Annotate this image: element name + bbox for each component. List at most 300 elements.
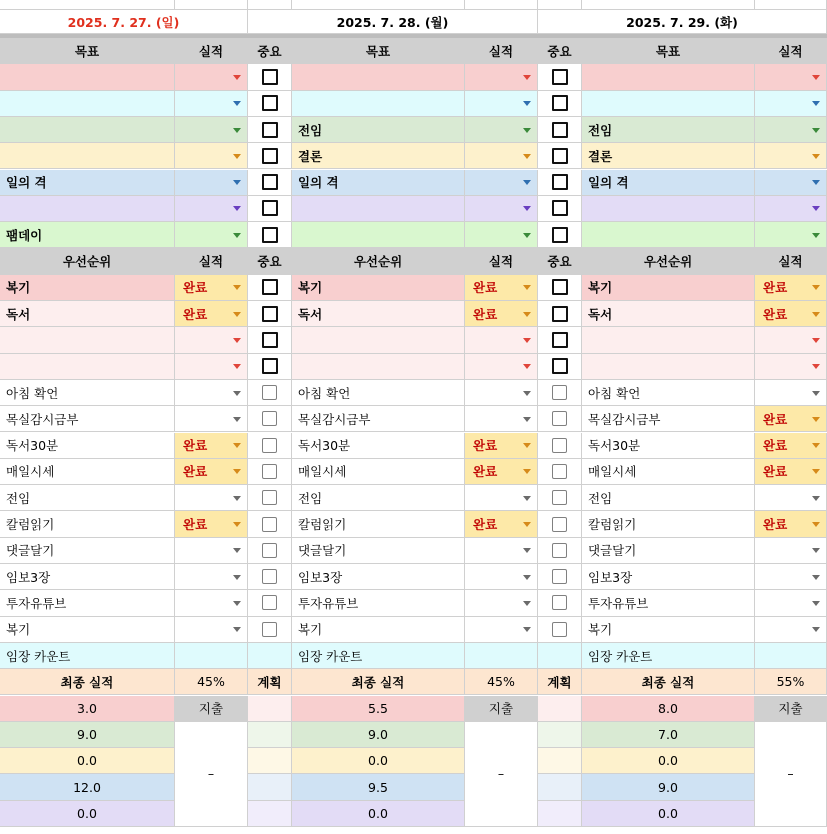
score-value: 9.0 bbox=[77, 726, 97, 742]
chevron-down-icon[interactable] bbox=[233, 180, 241, 185]
final-label: 최종 실적 bbox=[641, 674, 695, 690]
goal-result-dropdown[interactable] bbox=[755, 170, 827, 196]
important-checkbox[interactable] bbox=[262, 517, 277, 532]
goal-label-cell bbox=[582, 222, 755, 248]
score-plan-cell bbox=[248, 696, 292, 722]
chevron-down-icon[interactable] bbox=[523, 364, 531, 369]
routine-result-dropdown[interactable] bbox=[465, 406, 538, 432]
important-checkbox[interactable] bbox=[262, 174, 278, 190]
header-important-label: 중요 bbox=[547, 43, 572, 59]
goal-label-cell bbox=[0, 91, 175, 117]
routine-label: 아침 확언 bbox=[298, 385, 351, 401]
important-checkbox[interactable] bbox=[262, 490, 277, 505]
goal-result-dropdown[interactable] bbox=[465, 222, 538, 248]
chevron-down-icon[interactable] bbox=[233, 364, 241, 369]
routine-result-dropdown[interactable] bbox=[175, 380, 248, 406]
routine-label: 독서30분 bbox=[588, 438, 641, 454]
routine-result-dropdown[interactable] bbox=[175, 538, 248, 564]
routine-label-cell bbox=[582, 485, 755, 511]
goal-result-dropdown[interactable] bbox=[755, 143, 827, 169]
goal-result-dropdown[interactable] bbox=[465, 196, 538, 222]
routine-label-cell bbox=[582, 564, 755, 590]
important-cell bbox=[248, 485, 292, 511]
chevron-down-icon[interactable] bbox=[233, 627, 241, 632]
important-cell bbox=[538, 354, 582, 380]
date-header bbox=[0, 10, 248, 34]
goal-result-dropdown[interactable] bbox=[175, 222, 248, 248]
date-header bbox=[248, 10, 538, 34]
priority-result-dropdown[interactable] bbox=[175, 301, 248, 327]
routine-result-dropdown[interactable] bbox=[755, 590, 827, 616]
important-cell bbox=[538, 433, 582, 459]
priority-row bbox=[0, 354, 827, 380]
score-value: 7.0 bbox=[658, 726, 678, 742]
goal-result-dropdown[interactable] bbox=[465, 170, 538, 196]
routine-label-cell bbox=[0, 433, 175, 459]
important-checkbox[interactable] bbox=[552, 490, 567, 505]
top-strip-cell bbox=[292, 0, 465, 10]
chevron-down-icon[interactable] bbox=[812, 601, 820, 606]
routine-result-dropdown[interactable] bbox=[465, 511, 538, 537]
chevron-down-icon[interactable] bbox=[233, 338, 241, 343]
header-result bbox=[175, 38, 248, 64]
final-pct: 55% bbox=[776, 674, 805, 690]
important-checkbox[interactable] bbox=[262, 332, 278, 348]
important-checkbox[interactable] bbox=[552, 332, 568, 348]
chevron-down-icon[interactable] bbox=[812, 496, 820, 501]
chevron-down-icon[interactable] bbox=[523, 101, 531, 106]
routine-result-dropdown[interactable] bbox=[175, 459, 248, 485]
important-checkbox[interactable] bbox=[262, 95, 278, 111]
count-label: 임장 카운트 bbox=[6, 648, 71, 664]
chevron-down-icon[interactable] bbox=[812, 128, 820, 133]
goal-result-dropdown[interactable] bbox=[175, 143, 248, 169]
chevron-down-icon[interactable] bbox=[812, 364, 820, 369]
routine-result-dropdown[interactable] bbox=[175, 433, 248, 459]
chevron-down-icon[interactable] bbox=[523, 391, 531, 396]
goal-result-dropdown[interactable] bbox=[465, 91, 538, 117]
goal-result-dropdown[interactable] bbox=[755, 117, 827, 143]
routine-result-dropdown[interactable] bbox=[465, 590, 538, 616]
final-label-cell bbox=[582, 669, 755, 695]
chevron-down-icon[interactable] bbox=[523, 522, 531, 527]
goal-result-dropdown[interactable] bbox=[465, 143, 538, 169]
important-cell bbox=[248, 327, 292, 353]
goal-label: 전임 bbox=[588, 122, 613, 138]
score-plan-cell bbox=[538, 774, 582, 800]
chevron-down-icon[interactable] bbox=[812, 285, 820, 290]
routine-result-dropdown[interactable] bbox=[465, 433, 538, 459]
priority-label-cell bbox=[582, 354, 755, 380]
goal-label-cell bbox=[292, 91, 465, 117]
routine-result-dropdown[interactable] bbox=[175, 564, 248, 590]
priority-result-dropdown[interactable] bbox=[175, 275, 248, 301]
chevron-down-icon[interactable] bbox=[523, 601, 531, 606]
chevron-down-icon[interactable] bbox=[812, 206, 820, 211]
chevron-down-icon[interactable] bbox=[523, 469, 531, 474]
chevron-down-icon[interactable] bbox=[233, 312, 241, 317]
expense-value: – bbox=[787, 766, 794, 782]
priority-row bbox=[0, 327, 827, 353]
routine-result-dropdown[interactable] bbox=[175, 617, 248, 643]
routine-label: 아침 확언 bbox=[6, 385, 59, 401]
priority-result-dropdown[interactable] bbox=[465, 275, 538, 301]
priority-label-cell bbox=[582, 301, 755, 327]
priority-result-dropdown[interactable] bbox=[755, 301, 827, 327]
important-checkbox[interactable] bbox=[552, 200, 568, 216]
chevron-down-icon[interactable] bbox=[523, 233, 531, 238]
important-checkbox[interactable] bbox=[552, 595, 567, 610]
routine-label-cell bbox=[292, 433, 465, 459]
routine-label: 목실감시금부 bbox=[298, 411, 371, 427]
chevron-down-icon[interactable] bbox=[812, 180, 820, 185]
chevron-down-icon[interactable] bbox=[812, 75, 820, 80]
chevron-down-icon[interactable] bbox=[233, 101, 241, 106]
count-row bbox=[0, 643, 827, 669]
chevron-down-icon[interactable] bbox=[523, 443, 531, 448]
important-checkbox[interactable] bbox=[262, 69, 278, 85]
chevron-down-icon[interactable] bbox=[523, 575, 531, 580]
routine-label-cell bbox=[0, 406, 175, 432]
score-cell bbox=[0, 722, 175, 748]
priority-result-dropdown[interactable] bbox=[175, 327, 248, 353]
routine-label: 독서30분 bbox=[298, 438, 351, 454]
score-row bbox=[0, 774, 827, 800]
routine-result-dropdown[interactable] bbox=[175, 406, 248, 432]
score-row bbox=[0, 722, 827, 748]
chevron-down-icon[interactable] bbox=[233, 233, 241, 238]
goal-label-cell bbox=[582, 143, 755, 169]
important-cell bbox=[538, 538, 582, 564]
routine-result-dropdown[interactable] bbox=[175, 590, 248, 616]
important-checkbox[interactable] bbox=[262, 358, 278, 374]
expense-label-cell bbox=[175, 696, 248, 722]
priority-label-cell bbox=[582, 275, 755, 301]
important-checkbox[interactable] bbox=[552, 122, 568, 138]
chevron-down-icon[interactable] bbox=[233, 206, 241, 211]
final-pct: 45% bbox=[197, 674, 225, 690]
routine-result-dropdown[interactable] bbox=[755, 380, 827, 406]
priority-label-cell bbox=[0, 301, 175, 327]
important-checkbox[interactable] bbox=[262, 306, 278, 322]
routine-label-cell bbox=[292, 617, 465, 643]
chevron-down-icon[interactable] bbox=[523, 496, 531, 501]
important-checkbox[interactable] bbox=[552, 279, 568, 295]
goal-label: 결론 bbox=[588, 148, 613, 164]
important-checkbox[interactable] bbox=[552, 569, 567, 584]
chevron-down-icon[interactable] bbox=[523, 285, 531, 290]
header-priority bbox=[292, 248, 465, 274]
important-checkbox[interactable] bbox=[552, 358, 568, 374]
important-cell bbox=[538, 301, 582, 327]
important-checkbox[interactable] bbox=[262, 227, 278, 243]
goal-result-dropdown[interactable] bbox=[755, 196, 827, 222]
header-important bbox=[538, 248, 582, 274]
important-cell bbox=[248, 617, 292, 643]
expense-label-cell bbox=[465, 696, 538, 722]
plan-label-cell bbox=[538, 669, 582, 695]
status-text: 완료 bbox=[763, 280, 788, 296]
goal-result-dropdown[interactable] bbox=[755, 64, 827, 90]
routine-label: 댓글달기 bbox=[6, 543, 55, 559]
routine-result-dropdown[interactable] bbox=[465, 459, 538, 485]
important-checkbox[interactable] bbox=[552, 411, 567, 426]
chevron-down-icon[interactable] bbox=[523, 75, 531, 80]
chevron-down-icon[interactable] bbox=[523, 206, 531, 211]
header-goal-label: 목표 bbox=[74, 43, 100, 59]
important-cell bbox=[248, 117, 292, 143]
priority-result-dropdown[interactable] bbox=[755, 327, 827, 353]
routine-row bbox=[0, 485, 827, 511]
goal-result-dropdown[interactable] bbox=[175, 196, 248, 222]
goal-result-dropdown[interactable] bbox=[465, 117, 538, 143]
goal-result-dropdown[interactable] bbox=[755, 222, 827, 248]
routine-label-cell bbox=[582, 617, 755, 643]
important-checkbox[interactable] bbox=[552, 174, 568, 190]
priority-result-dropdown[interactable] bbox=[175, 354, 248, 380]
score-cell bbox=[292, 748, 465, 774]
routine-row bbox=[0, 433, 827, 459]
goal-label: 일의 격 bbox=[298, 175, 339, 191]
routine-label-cell bbox=[582, 590, 755, 616]
chevron-down-icon[interactable] bbox=[812, 312, 820, 317]
routine-row bbox=[0, 380, 827, 406]
important-checkbox[interactable] bbox=[262, 122, 278, 138]
routine-row bbox=[0, 459, 827, 485]
routine-result-dropdown[interactable] bbox=[465, 564, 538, 590]
important-checkbox[interactable] bbox=[552, 438, 567, 453]
important-checkbox[interactable] bbox=[262, 279, 278, 295]
important-cell bbox=[538, 590, 582, 616]
important-cell bbox=[248, 406, 292, 432]
routine-row bbox=[0, 511, 827, 537]
routine-label-cell bbox=[292, 511, 465, 537]
top-strip-row bbox=[0, 0, 827, 10]
header-result-label: 실적 bbox=[488, 254, 514, 270]
goal-result-dropdown[interactable] bbox=[755, 91, 827, 117]
count-value-cell bbox=[465, 643, 538, 669]
chevron-down-icon[interactable] bbox=[812, 391, 820, 396]
chevron-down-icon[interactable] bbox=[812, 575, 820, 580]
goal-label-cell bbox=[0, 222, 175, 248]
routine-label-cell bbox=[0, 564, 175, 590]
routine-result-dropdown[interactable] bbox=[755, 406, 827, 432]
important-checkbox[interactable] bbox=[262, 438, 277, 453]
chevron-down-icon[interactable] bbox=[233, 75, 241, 80]
goal-result-dropdown[interactable] bbox=[175, 91, 248, 117]
goal-result-dropdown[interactable] bbox=[175, 117, 248, 143]
top-strip-cell bbox=[755, 0, 827, 10]
priority-label: 복기 bbox=[588, 280, 613, 296]
chevron-down-icon[interactable] bbox=[233, 391, 241, 396]
routine-label-cell bbox=[582, 406, 755, 432]
header-result-label: 실적 bbox=[778, 43, 803, 59]
chevron-down-icon[interactable] bbox=[233, 285, 241, 290]
chevron-down-icon[interactable] bbox=[523, 338, 531, 343]
important-cell bbox=[538, 327, 582, 353]
routine-result-dropdown[interactable] bbox=[755, 617, 827, 643]
date-text: 2025. 7. 27. (일) bbox=[67, 14, 180, 30]
chevron-down-icon[interactable] bbox=[523, 627, 531, 632]
routine-label-cell bbox=[292, 380, 465, 406]
score-cell bbox=[0, 801, 175, 827]
goal-label-cell bbox=[292, 196, 465, 222]
priority-result-dropdown[interactable] bbox=[465, 327, 538, 353]
routine-result-dropdown[interactable] bbox=[465, 617, 538, 643]
chevron-down-icon[interactable] bbox=[233, 496, 241, 501]
status-text: 완료 bbox=[763, 464, 788, 480]
important-checkbox[interactable] bbox=[262, 148, 278, 164]
goal-header-row bbox=[0, 38, 827, 64]
important-checkbox[interactable] bbox=[552, 95, 568, 111]
routine-label-cell bbox=[582, 433, 755, 459]
chevron-down-icon[interactable] bbox=[233, 601, 241, 606]
goal-result-dropdown[interactable] bbox=[175, 64, 248, 90]
routine-label: 댓글달기 bbox=[588, 543, 637, 559]
score-value: 8.0 bbox=[658, 700, 678, 716]
routine-row bbox=[0, 406, 827, 432]
routine-label: 복기 bbox=[298, 622, 323, 638]
important-checkbox[interactable] bbox=[262, 200, 278, 216]
header-priority-label: 우선순위 bbox=[643, 254, 693, 270]
header-result bbox=[755, 248, 827, 274]
important-checkbox[interactable] bbox=[552, 385, 567, 400]
status-text: 완료 bbox=[183, 438, 208, 454]
important-checkbox[interactable] bbox=[262, 385, 277, 400]
priority-label: 독서 bbox=[588, 306, 613, 322]
final-pct-cell bbox=[465, 669, 538, 695]
routine-result-dropdown[interactable] bbox=[465, 538, 538, 564]
goal-row bbox=[0, 91, 827, 117]
important-cell bbox=[248, 433, 292, 459]
chevron-down-icon[interactable] bbox=[812, 548, 820, 553]
important-checkbox[interactable] bbox=[552, 517, 567, 532]
chevron-down-icon[interactable] bbox=[523, 180, 531, 185]
priority-label-cell bbox=[0, 327, 175, 353]
important-checkbox[interactable] bbox=[262, 464, 277, 479]
routine-result-dropdown[interactable] bbox=[465, 485, 538, 511]
routine-label-cell bbox=[0, 459, 175, 485]
score-cell bbox=[292, 801, 465, 827]
routine-result-dropdown[interactable] bbox=[755, 433, 827, 459]
chevron-down-icon[interactable] bbox=[523, 128, 531, 133]
goal-label-cell bbox=[0, 143, 175, 169]
chevron-down-icon[interactable] bbox=[233, 548, 241, 553]
priority-result-dropdown[interactable] bbox=[465, 354, 538, 380]
chevron-down-icon[interactable] bbox=[812, 338, 820, 343]
important-cell bbox=[248, 301, 292, 327]
score-value: 9.0 bbox=[368, 726, 388, 742]
chevron-down-icon[interactable] bbox=[233, 575, 241, 580]
important-checkbox[interactable] bbox=[552, 148, 568, 164]
important-checkbox[interactable] bbox=[262, 543, 277, 558]
chevron-down-icon[interactable] bbox=[523, 312, 531, 317]
chevron-down-icon[interactable] bbox=[523, 417, 531, 422]
routine-result-dropdown[interactable] bbox=[175, 485, 248, 511]
chevron-down-icon[interactable] bbox=[812, 233, 820, 238]
important-checkbox[interactable] bbox=[552, 69, 568, 85]
important-checkbox[interactable] bbox=[552, 464, 567, 479]
priority-result-dropdown[interactable] bbox=[755, 275, 827, 301]
final-pct-cell bbox=[755, 669, 827, 695]
chevron-down-icon[interactable] bbox=[233, 154, 241, 159]
routine-result-dropdown[interactable] bbox=[755, 485, 827, 511]
important-cell bbox=[538, 91, 582, 117]
goal-result-dropdown[interactable] bbox=[175, 170, 248, 196]
chevron-down-icon[interactable] bbox=[812, 154, 820, 159]
priority-result-dropdown[interactable] bbox=[465, 301, 538, 327]
important-checkbox[interactable] bbox=[262, 569, 277, 584]
date-text: 2025. 7. 28. (월) bbox=[336, 14, 449, 30]
chevron-down-icon[interactable] bbox=[233, 128, 241, 133]
expense-label-cell bbox=[755, 696, 827, 722]
routine-label-cell bbox=[0, 538, 175, 564]
important-checkbox[interactable] bbox=[552, 306, 568, 322]
routine-result-dropdown[interactable] bbox=[755, 511, 827, 537]
header-priority bbox=[0, 248, 175, 274]
score-cell bbox=[0, 774, 175, 800]
header-goal bbox=[292, 38, 465, 64]
chevron-down-icon[interactable] bbox=[233, 522, 241, 527]
expense-value-cell bbox=[175, 722, 248, 827]
routine-label-cell bbox=[582, 511, 755, 537]
top-strip-cell bbox=[248, 0, 292, 10]
final-pct: 45% bbox=[487, 674, 515, 690]
goal-result-dropdown[interactable] bbox=[465, 64, 538, 90]
chevron-down-icon[interactable] bbox=[523, 548, 531, 553]
important-checkbox[interactable] bbox=[262, 622, 277, 637]
routine-label: 매일시세 bbox=[588, 464, 637, 480]
routine-label: 칼럼읽기 bbox=[298, 517, 347, 533]
chevron-down-icon[interactable] bbox=[812, 522, 820, 527]
goal-label-cell bbox=[292, 222, 465, 248]
chevron-down-icon[interactable] bbox=[523, 154, 531, 159]
important-checkbox[interactable] bbox=[552, 543, 567, 558]
final-label: 최종 실적 bbox=[351, 674, 405, 690]
count-label: 임장 카운트 bbox=[588, 648, 653, 664]
chevron-down-icon[interactable] bbox=[812, 469, 820, 474]
score-cell bbox=[582, 748, 755, 774]
important-cell bbox=[248, 511, 292, 537]
top-strip-cell bbox=[0, 0, 175, 10]
important-checkbox[interactable] bbox=[262, 411, 277, 426]
important-checkbox[interactable] bbox=[552, 622, 567, 637]
routine-result-dropdown[interactable] bbox=[755, 564, 827, 590]
important-checkbox[interactable] bbox=[552, 227, 568, 243]
chevron-down-icon[interactable] bbox=[812, 627, 820, 632]
routine-label: 전임 bbox=[588, 490, 613, 506]
routine-result-dropdown[interactable] bbox=[465, 380, 538, 406]
goal-label-cell bbox=[0, 170, 175, 196]
routine-result-dropdown[interactable] bbox=[175, 511, 248, 537]
goal-label-cell bbox=[582, 170, 755, 196]
chevron-down-icon[interactable] bbox=[812, 101, 820, 106]
chevron-down-icon[interactable] bbox=[812, 417, 820, 422]
chevron-down-icon[interactable] bbox=[233, 469, 241, 474]
score-cell bbox=[292, 722, 465, 748]
chevron-down-icon[interactable] bbox=[812, 443, 820, 448]
chevron-down-icon[interactable] bbox=[233, 417, 241, 422]
goal-row bbox=[0, 117, 827, 143]
routine-result-dropdown[interactable] bbox=[755, 459, 827, 485]
goal-label-cell bbox=[292, 64, 465, 90]
priority-result-dropdown[interactable] bbox=[755, 354, 827, 380]
goal-row bbox=[0, 143, 827, 169]
count-label-cell bbox=[292, 643, 465, 669]
important-checkbox[interactable] bbox=[262, 595, 277, 610]
routine-result-dropdown[interactable] bbox=[755, 538, 827, 564]
chevron-down-icon[interactable] bbox=[233, 443, 241, 448]
